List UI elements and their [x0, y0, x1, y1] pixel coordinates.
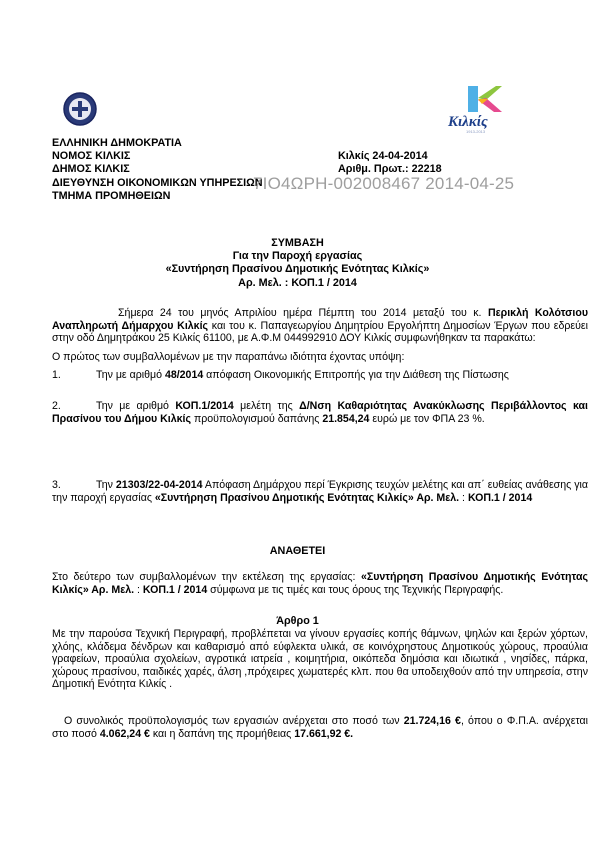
ada-stamp: 7ΙΟ4ΩΡΗ-002008467 2014-04-25	[253, 174, 515, 193]
doc-title: ΣΥΜΒΑΣΗ	[271, 237, 324, 249]
doc-subtitle: Για την Παροχή εργασίας	[232, 250, 363, 262]
article-heading: Άρθρο 1	[276, 615, 319, 627]
list-item: 2. Την με αριθμό ΚΟΠ.1/2014 μελέτη της Δ/Νση Καθαριότητας Ανακύκλωσης Περιβάλλοντος και Πρασίνου του Δήμου Κιλκίς προϋπολογισμού δαπάνης 21.854,24 ευρώ με τον ΦΠΑ 23 %.	[52, 400, 588, 425]
list-item: 3. Την 21303/22-04-2014 Απόφαση Δημάρχου περί Έγκρισης τευχών μελέτης και απ΄ ευθείας ανάθεσης για την παροχή εργασίας «Συντήρηση Πρασίνου Δημοτικής Ενότητας Κιλκίς» Αρ. Μελ. : ΚΟΠ.1 / 2014	[52, 479, 588, 504]
assign-paragraph: Στο δεύτερο των συμβαλλομένων την εκτέλεση της εργασίας: «Συντήρηση Πρασίνου Δημοτικής Ενότητας Κιλκίς» Αρ. Μελ. : ΚΟΠ.1 / 2014 σύμφωνα με τις τιμές και τους όρους της Τεχνικής Περιγραφής.	[52, 571, 588, 596]
budget-paragraph: Ο συνολικός προϋπολογισμός των εργασιών ανέρχεται στο ποσό των 21.724,16 €, όπου ο Φ.Π.Α. ανέρχεται στο ποσό 4.062,24 € και η δαπάνη της προμήθειας 17.661,92 €.	[52, 715, 588, 740]
kilkis-logo	[436, 84, 528, 134]
assign-heading: ΑΝΑΘΕΤΕΙ	[269, 545, 326, 557]
org-line: ΔΗΜΟΣ ΚΙΛΚΙΣ	[52, 163, 130, 176]
list-item: 1. Την με αριθμό 48/2014 απόφαση Οικονομικής Επιτροπής για την Διάθεση της Πίστωσης	[52, 369, 509, 381]
doc-study-number: Αρ. Μελ. : ΚΟΠ.1 / 2014	[238, 277, 357, 289]
intro-paragraph: Σήμερα 24 του μηνός Απριλίου ημέρα Πέμπτη του 2014 μεταξύ του κ. Περικλή Κολότσιου Αναπληρωτή Δήμαρχου Κιλκίς και του κ. Παπαγεωργίου Δημητρίου Εργολήπτη Δημοσίων Έργων που εδρεύει στην οδό Δημητράκου 25 Κιλκίς 61100, με Α.Φ.Μ 044992910 ΔΟΥ Κιλκίς συμφωνήθηκαν τα παρακάτω:	[52, 307, 588, 344]
date-protocol	[338, 150, 442, 176]
greek-emblem-icon	[63, 92, 97, 126]
place-date: Κιλκίς 24-04-2014	[338, 150, 428, 162]
svg-text:1913-2013: 1913-2013	[466, 129, 486, 134]
org-line: ΕΛΛΗΝΙΚΗ ΔΗΜΟΚΡΑΤΙΑ	[52, 137, 182, 149]
org-header	[52, 137, 263, 203]
article-body: Με την παρούσα Τεχνική Περιγραφή, προβλέπεται να γίνουν εργασίες κοπής θάμνων, ψηλών και ξερών χόρτων, χλόης, κλάδεμα δένδρων και καθαρισμό από εύφλεκτα υλικά, σε κοινόχρηστους Δημοτικούς χώρους, προαύλια γραφείων, προαύλια σχολείων, αγροτικά ιατρεία , κοιμητήρια, οικόπεδα δημόσια και ιδιωτικά , νησίδες, πάρκα, χώρους πρασίνου, παιδικές χαρές, άλση ,πρόχειρες χωματερές κλπ. που θα υποδειχθούν από την υπηρεσία, στην Δημοτική Ενότητα Κιλκίς .	[52, 628, 588, 690]
protocol-number: Αριθμ. Πρωτ.: 22218	[338, 163, 442, 176]
doc-subject: «Συντήρηση Πρασίνου Δημοτικής Ενότητας Κιλκίς»	[165, 263, 430, 275]
logo-text: Κιλκίς	[448, 114, 488, 130]
first-party-text: Ο πρώτος των συμβαλλομένων με την παραπάνω ιδιότητα έχοντας υπόψη:	[52, 351, 405, 363]
org-line: ΔΙΕΥΘΥΝΣΗ ΟΙΚΟΝΟΜΙΚΩΝ ΥΠΗΡΕΣΙΩΝ	[52, 176, 263, 189]
org-line: ΤΜΗΜΑ ΠΡΟΜΗΘΕΙΩΝ	[52, 189, 171, 202]
org-line: ΝΟΜΟΣ ΚΙΛΚΙΣ	[52, 150, 131, 163]
